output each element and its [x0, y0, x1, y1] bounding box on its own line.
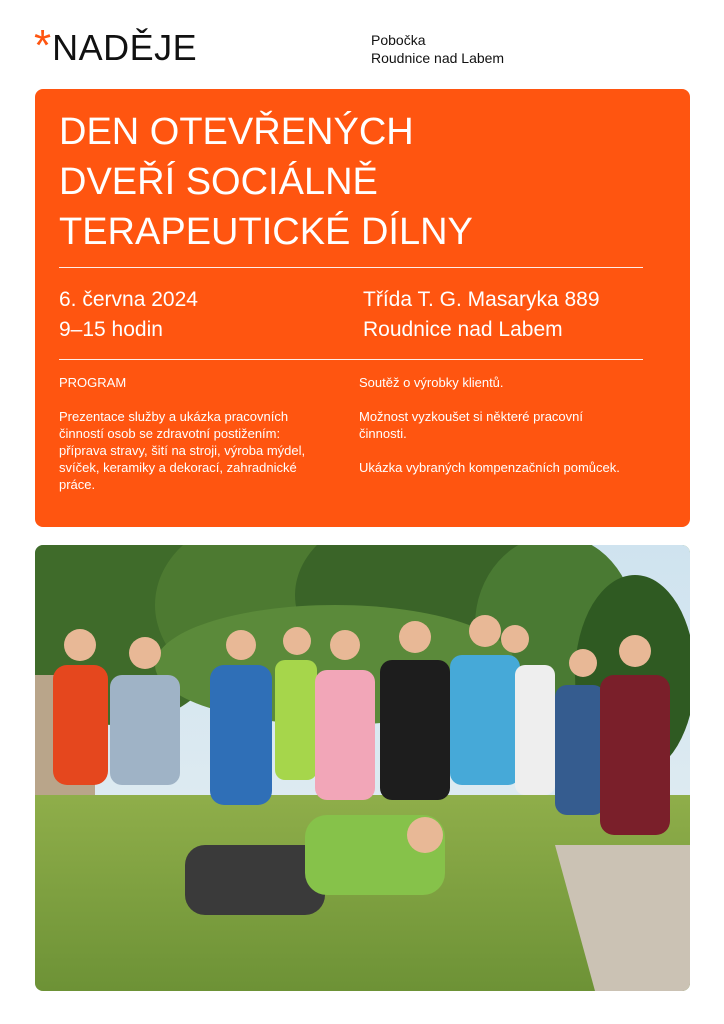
event-datetime [59, 285, 198, 345]
divider [59, 359, 643, 360]
address-street: Třída T. G. Masaryka 889 [363, 288, 600, 311]
address-city: Roudnice nad Labem [363, 318, 563, 341]
program-left [59, 374, 329, 510]
program-right [359, 374, 629, 493]
logo-star-icon: * [34, 21, 52, 70]
logo [34, 21, 198, 70]
branch-info [371, 31, 504, 67]
event-title-line: TERAPEUTICKÉ DÍLNY [59, 211, 473, 253]
program-heading: PROGRAM [59, 375, 127, 390]
program-item: Možnost vyzkoušet si některé pracovní činnosti. [359, 409, 583, 441]
program-item: Soutěž o výrobky klientů. [359, 375, 504, 390]
branch-label: Pobočka [371, 32, 426, 48]
event-address [363, 285, 600, 345]
event-title [59, 107, 659, 257]
divider [59, 267, 643, 268]
event-title-line: DVEŘÍ SOCIÁLNĚ [59, 161, 378, 203]
branch-city: Roudnice nad Labem [371, 50, 505, 66]
group-photo [35, 545, 690, 991]
event-card [35, 89, 690, 527]
event-date: 6. června 2024 [59, 288, 198, 311]
logo-text: NADĚJE [52, 27, 198, 68]
event-hours: 9–15 hodin [59, 318, 163, 341]
event-title-line: DEN OTEVŘENÝCH [59, 111, 414, 153]
program-description: Prezentace služby a ukázka pracovních činností osob se zdravotní postižením: příprava stravy, šití na stroji, výroba mýdel, svíček, keramiky a dekorací, zahradnické práce. [59, 409, 306, 492]
program-item: Ukázka vybraných kompenzačních pomůcek. [359, 460, 620, 475]
